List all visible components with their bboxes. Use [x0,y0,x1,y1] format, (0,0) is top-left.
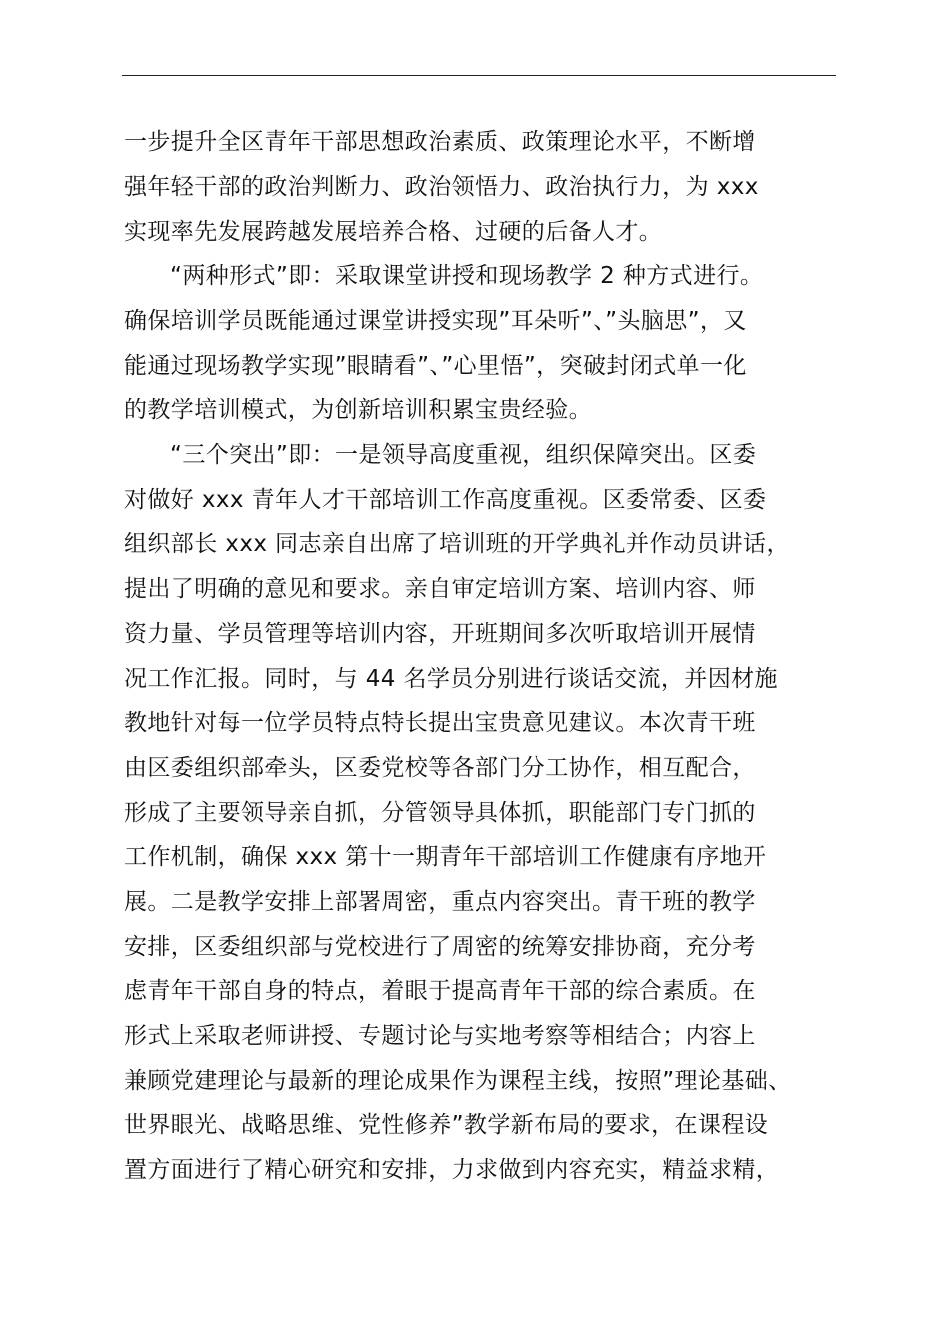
text-line: 一步提升全区青年干部思想政治素质、政策理论水平，不断增 [124,129,756,155]
text-line: 确保培训学员既能通过课堂讲授实现”耳朵听”、”头脑思”，又 [124,308,747,334]
text-line: 展。二是教学安排上部署周密，重点内容突出。青干班的教学 [124,889,756,915]
text-line: 形式上采取老师讲授、专题讨论与实地考察等相结合；内容上 [124,1023,756,1049]
text-line: 工作机制，确保 xxx 第十一期青年干部培训工作健康有序地开 [124,844,767,870]
text-line: 组织部长 xxx 同志亲自出席了培训班的开学典礼并作动员讲话， [124,531,790,557]
text-line: 虑青年干部自身的特点，着眼于提高青年干部的综合素质。在 [124,978,756,1004]
text-line: 兼顾党建理论与最新的理论成果作为课程主线，按照”理论基础、 [124,1068,792,1094]
paragraph-start-line: “三个突出”即：一是领导高度重视，组织保障突出。区委 [170,442,757,468]
text-line: 置方面进行了精心研究和安排，力求做到内容充实，精益求精， [124,1157,780,1183]
text-line: 强年轻干部的政治判断力、政治领悟力、政治执行力，为 xxx [124,174,759,200]
text-line: 的教学培训模式，为创新培训积累宝贵经验。 [124,397,592,423]
text-line: 对做好 xxx 青年人才干部培训工作高度重视。区委常委、区委 [124,487,767,513]
text-line: 世界眼光、战略思维、党性修养”教学新布局的要求，在课程设 [124,1112,769,1138]
text-line: 资力量、学员管理等培训内容，开班期间多次听取培训开展情 [124,621,756,647]
text-line: 实现率先发展跨越发展培养合格、过硬的后备人才。 [124,219,663,245]
text-line: 由区委组织部牵头，区委党校等各部门分工协作，相互配合， [124,755,756,781]
text-line: 况工作汇报。同时，与 44 名学员分别进行谈话交流，并因材施 [124,666,778,692]
text-line: 教地针对每一位学员特点特长提出宝贵意见建议。本次青干班 [124,710,756,736]
text-line: 形成了主要领导亲自抓，分管领导具体抓，职能部门专门抓的 [124,800,756,826]
header-rule [122,75,836,76]
paragraph-start-line: “两种形式”即：采取课堂讲授和现场教学 2 种方式进行。 [170,263,764,289]
text-line: 安排，区委组织部与党校进行了周密的统筹安排协商，充分考 [124,934,756,960]
text-line: 能通过现场教学实现”眼睛看”、”心里悟”，突破封闭式单一化 [124,353,747,379]
text-line: 提出了明确的意见和要求。亲自审定培训方案、培训内容、师 [124,576,756,602]
